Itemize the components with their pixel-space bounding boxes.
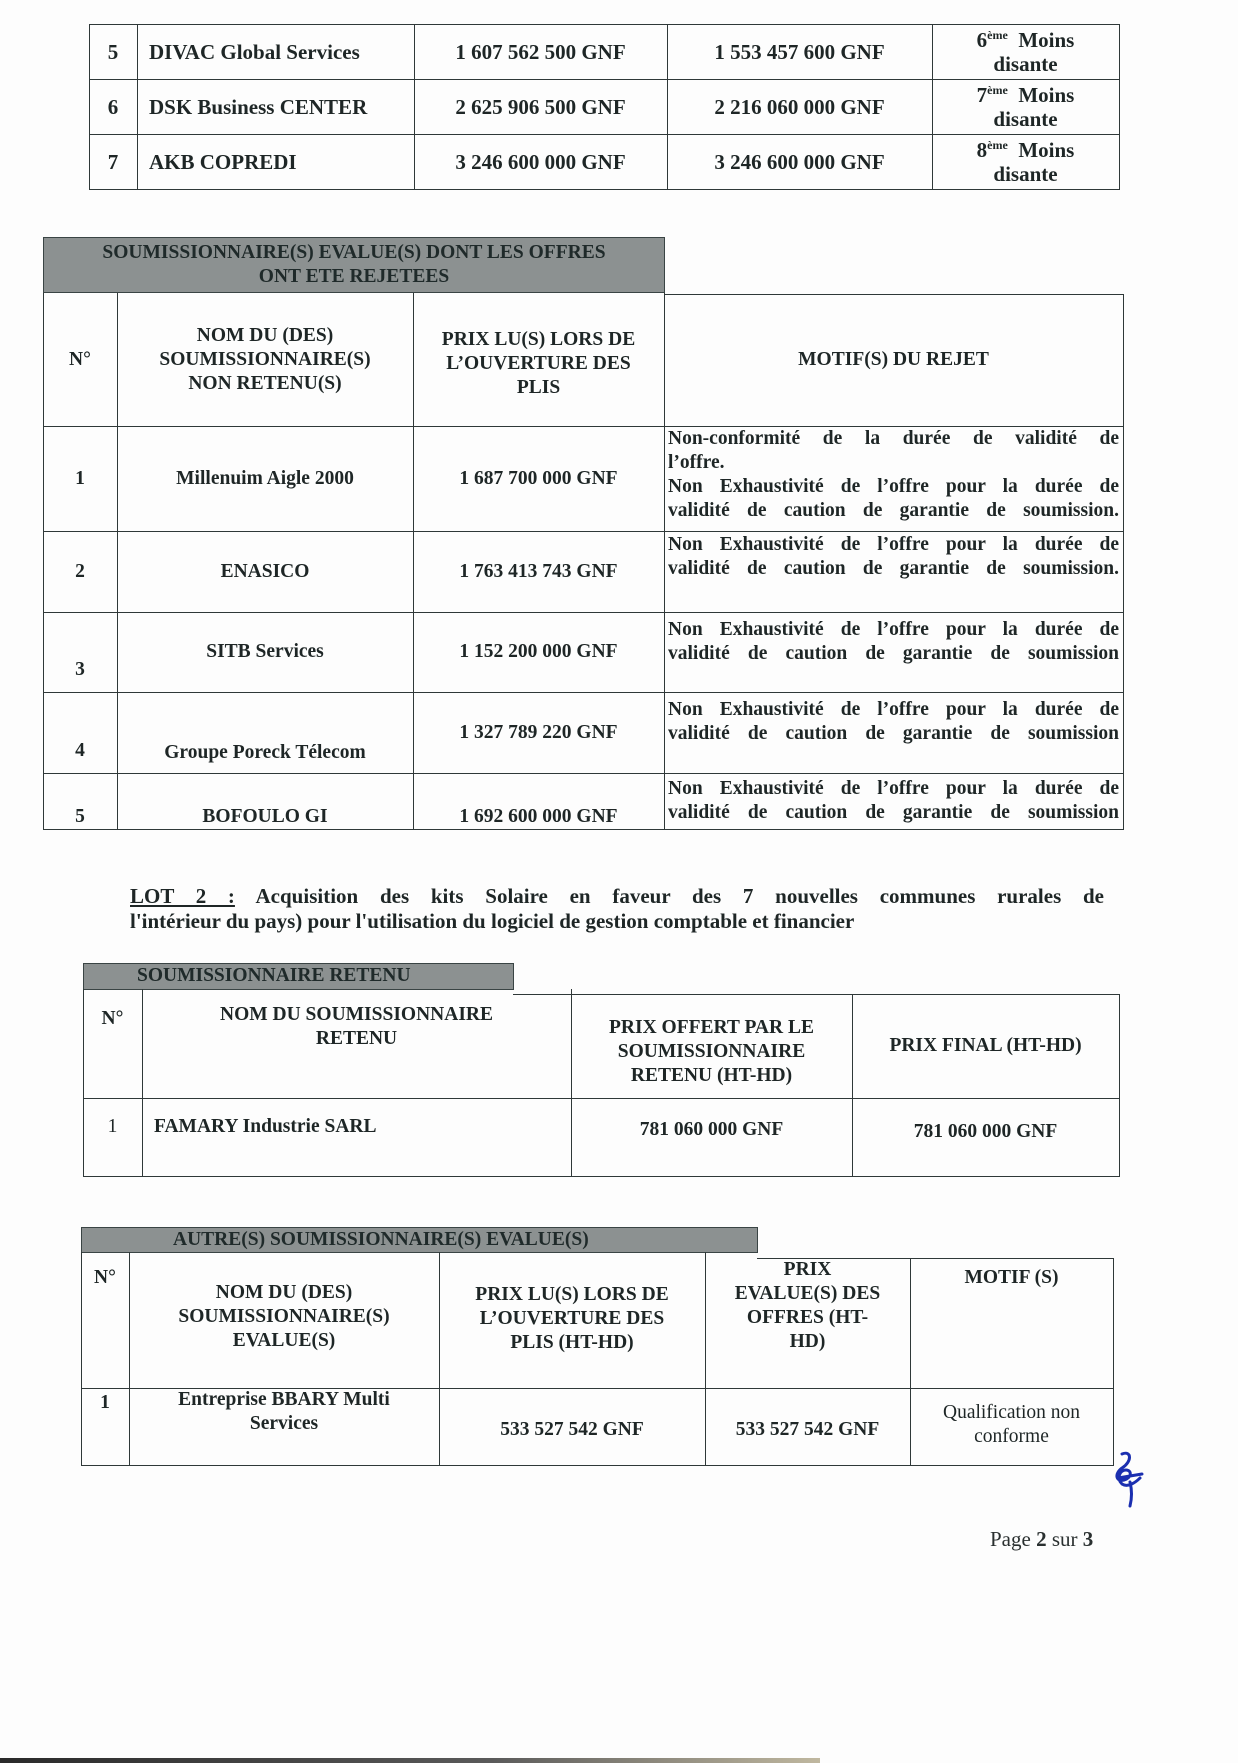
rank-suffix: ème [987,137,1008,152]
bidder-name: DSK Business CENTER [149,94,368,119]
price-read: 2 625 906 500 GNF [455,94,626,119]
section-title-retenu: SOUMISSIONNAIRE RETENU [83,963,514,990]
header-offered-line: RETENU (HT-HD) [630,1065,793,1086]
price-read: 1 327 789 220 GNF [459,721,618,743]
row-number: 1 [107,1116,118,1137]
price-read: 533 527 542 GNF [500,1418,644,1440]
reason-line: validité de caution de garantie de soumission. [668,558,1119,579]
rank-number: 6 [976,27,988,52]
header-price-line: L’OUVERTURE DES [446,352,631,374]
header-name-line: RETENU [315,1028,398,1049]
offered-price: 781 060 000 GNF [639,1119,784,1140]
reason-line: validité de caution de garantie de soumission [668,643,1119,664]
header-price-line: PLIS [516,376,561,398]
page-word: Page [990,1527,1031,1551]
price-evaluated: 3 246 600 000 GNF [714,149,885,174]
reason-line: Non Exhaustivité de l’offre pour la durée de [668,699,1119,720]
price-read: 1 687 700 000 GNF [459,467,618,489]
rejection-reason [664,612,1123,692]
table-border [1119,24,1120,190]
header-offered-price [571,994,852,1098]
header-offered-line: SOUMISSIONNAIRE [617,1041,806,1062]
header-price-evaluated-line: HD) [789,1331,826,1352]
lot2-title-line2: l'intérieur du pays) pour l'utilisation du logiciel de gestion comptable et financier [130,909,855,933]
rank-label-2: disante [993,161,1058,186]
reason-line: Non Exhaustivité de l’offre pour la durée de [668,476,1119,497]
header-name [117,293,413,426]
page-separator: sur [1051,1527,1078,1551]
rank [932,79,1119,134]
table-border [89,189,1120,190]
bidder-name: ENASICO [220,560,310,582]
section-title-autres: AUTRE(S) SOUMISSIONNAIRE(S) EVALUE(S) [81,1227,758,1253]
rank-number: 7 [976,82,988,107]
bidder-name: BOFOULO GI [202,806,328,827]
row-number: 1 [100,1392,110,1413]
row-number: 2 [75,560,85,582]
table-border [1123,294,1124,830]
rank-label-2: disante [993,106,1058,131]
table-border [1113,1258,1114,1466]
bidder-name-line: Entreprise BBARY Multi [178,1389,390,1410]
row-number: 6 [107,94,119,119]
header-price [413,293,664,426]
reason-line: validité de caution de garantie de soumission [668,723,1119,744]
reason-line: Non Exhaustivité de l’offre pour la durée de [668,534,1119,555]
reason-line: validité de caution de garantie de soumission. [668,500,1119,521]
rejection-reason [664,531,1123,612]
reason-line: validité de caution de garantie de soumission [668,802,1119,823]
price-read: 1 607 562 500 GNF [455,39,626,64]
lot2-heading [130,884,1104,934]
table-border [1119,994,1120,1177]
row-number: 5 [107,39,119,64]
section-title-line1: SOUMISSIONNAIRE(S) EVALUE(S) DONT LES OFFRES [102,242,606,263]
header-no: N° [101,1008,124,1029]
header-name-line: NOM DU (DES) [215,1282,353,1303]
header-no: N° [94,1267,116,1288]
bidder-name-line: Services [249,1413,319,1434]
price-read: 1 763 413 743 GNF [459,560,618,582]
section-title-rejected [43,237,665,293]
lot2-heading-line1 [130,884,1104,909]
bidder-name: Groupe Poreck Télecom [164,742,366,763]
price-read: 1 692 600 000 GNF [459,806,618,827]
price-evaluated: 1 553 457 600 GNF [714,39,885,64]
row-number: 3 [75,659,85,680]
row-number: 4 [75,740,85,761]
rejection-reason [664,692,1123,773]
header-name [142,989,571,1065]
rank [932,24,1119,79]
header-name-line: EVALUE(S) [232,1330,336,1351]
header-motif: MOTIF (S) [964,1267,1059,1288]
bidder-name: DIVAC Global Services [149,39,360,64]
rank-label-2: disante [993,51,1058,76]
header-price-read [439,1253,705,1388]
header-motif: MOTIF(S) DU REJET [798,349,989,370]
rank-suffix: ème [987,27,1008,42]
header-final-price: PRIX FINAL (HT-HD) [889,1035,1082,1056]
row-number: 5 [75,806,85,827]
row-number: 7 [107,149,119,174]
table-border [43,829,1124,830]
table-border [81,1465,1114,1466]
header-price-read-line: L’OUVERTURE DES [479,1308,665,1329]
bidder-name: SITB Services [206,641,324,662]
handwritten-initials-signature [1108,1448,1148,1510]
section-title-line2: ONT ETE REJETEES [258,266,450,287]
header-price-read-line: PLIS (HT-HD) [510,1332,634,1353]
motif [910,1388,1113,1465]
lot2-label: LOT 2 : [130,884,235,908]
bidder-name: AKB COPREDI [149,149,297,174]
header-name-line: SOUMISSIONNAIRE(S) [159,348,371,370]
rejection-reason [664,773,1123,829]
rank-label: Moins [1018,137,1075,162]
page-current: 2 [1036,1527,1047,1551]
rank-suffix: ème [987,82,1008,97]
rank-label: Moins [1018,27,1075,52]
rank [932,134,1119,189]
header-name-line: NOM DU (DES) [196,324,334,346]
price-evaluated: 2 216 060 000 GNF [714,94,885,119]
rank-label: Moins [1018,82,1075,107]
rejection-reason [664,426,1123,531]
reason-line: Non Exhaustivité de l’offre pour la durée de [668,778,1119,799]
header-name-line: NON RETENU(S) [188,372,342,394]
header-offered-line: PRIX OFFERT PAR LE [609,1017,814,1038]
lot2-title-line1: Acquisition des kits Solaire en faveur des 7 nouvelles communes rurales de [255,884,1104,908]
reason-line: Non Exhaustivité de l’offre pour la durée de [668,619,1119,640]
bidder-name: FAMARY Industrie SARL [154,1116,377,1137]
page-number [990,1526,1093,1552]
header-price-evaluated-line: PRIX [783,1259,832,1280]
header-name-line: SOUMISSIONNAIRE(S) [178,1306,390,1327]
reason-line: l’offre. [668,452,725,473]
header-price-read-line: PRIX LU(S) LORS DE [475,1284,669,1305]
header-price-line: PRIX LU(S) LORS DE [441,328,636,350]
header-price-evaluated-line: EVALUE(S) DES [734,1283,881,1304]
price-read: 3 246 600 000 GNF [455,149,626,174]
row-number: 1 [75,467,85,489]
price-evaluated: 533 527 542 GNF [735,1418,880,1440]
table-border [83,1176,1120,1177]
page-total: 3 [1082,1527,1094,1551]
motif-line: conforme [974,1425,1049,1447]
header-price-evaluated-line: OFFRES (HT- [746,1307,869,1328]
price-read: 1 152 200 000 GNF [459,641,618,662]
header-name-line: NOM DU SOUMISSIONNAIRE [219,1004,494,1025]
scan-edge-shadow [0,1758,820,1763]
header-name [129,1253,439,1388]
header-price-evaluated [705,1258,910,1388]
final-price: 781 060 000 GNF [913,1121,1058,1142]
rank-number: 8 [976,137,988,162]
reason-line: Non-conformité de la durée de validité de [668,428,1119,449]
header-no: N° [69,348,91,370]
motif-line: Qualification non [942,1401,1080,1423]
bidder-name: Millenuim Aigle 2000 [176,467,354,489]
bidder-name [129,1388,439,1442]
